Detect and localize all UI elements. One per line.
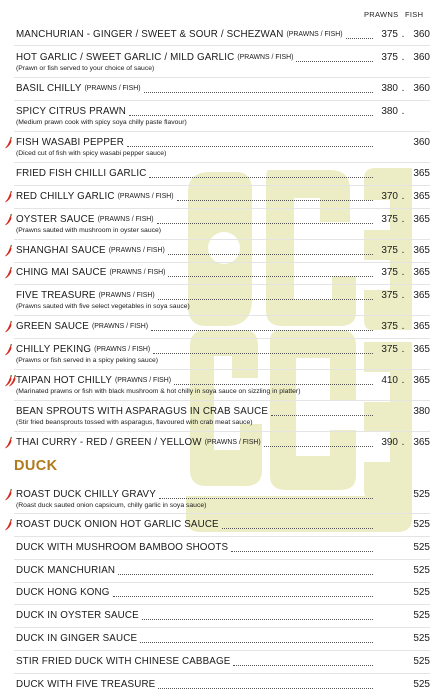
menu-item (16, 137, 430, 158)
item-qualifier: (PRAWNS / FISH) (237, 54, 294, 61)
item-name: SHANGHAI SAUCE (16, 245, 106, 256)
divider (14, 400, 430, 401)
leader-dots (158, 299, 373, 300)
fish-price: 365 (413, 321, 430, 332)
item-name: DUCK MANCHURIAN (16, 565, 116, 576)
fish-price: 365 (413, 245, 430, 256)
item-qualifier: (PRAWNS / FISH) (286, 31, 343, 38)
prawns-price: 375 (381, 267, 398, 278)
leader-dots (222, 528, 373, 529)
item-name: MANCHURIAN - GINGER / SWEET & SOUR / SCHEZWAN (16, 29, 284, 40)
item-name: BASIL CHILLY (16, 83, 82, 94)
menu-item: SPICY CITRUS PRAWN 380 . (Medium prawn cook with spicy soya chilly paste flavour) (16, 106, 430, 127)
item-name: FISH WASABI PEPPER (16, 137, 124, 148)
fish-price: 525 (413, 633, 430, 644)
menu-item: BASIL CHILLY (PRAWNS / FISH) 380 . 360 (16, 83, 430, 94)
divider (14, 604, 430, 605)
fish-price: 365 (413, 168, 430, 179)
leader-dots (159, 498, 373, 499)
divider (14, 559, 430, 560)
leader-dots (127, 146, 373, 147)
menu-item: MANCHURIAN - GINGER / SWEET & SOUR / SCHEZWAN (PRAWNS / FISH) 375 . 360 (16, 29, 430, 40)
item-qualifier: (PRAWNS / FISH) (204, 439, 261, 446)
fish-price: 365 (413, 437, 430, 448)
divider (14, 369, 430, 370)
menu-item (16, 168, 430, 180)
menu-item (16, 519, 430, 531)
fish-price: 525 (413, 656, 430, 667)
fish-price: 380 (413, 406, 430, 417)
item-name: HOT GARLIC / SWEET GARLIC / MILD GARLIC (16, 52, 235, 63)
divider (14, 208, 430, 209)
menu-item (16, 565, 430, 577)
divider (14, 582, 430, 583)
leader-dots (271, 415, 373, 416)
fish-price: 525 (413, 610, 430, 621)
divider (14, 431, 430, 432)
leader-dots (346, 38, 373, 39)
divider (14, 284, 430, 285)
prawns-price: 390 (381, 437, 398, 448)
menu-item (16, 610, 430, 622)
fish-price: 525 (413, 519, 430, 530)
divider (14, 315, 430, 316)
fish-price: 365 (413, 214, 430, 225)
fish-price: 360 (413, 52, 430, 63)
menu-item (16, 542, 430, 554)
item-description: (Prawns sauted with mushroom in oyster sauce) (16, 227, 162, 234)
fish-price: 360 (413, 83, 430, 94)
item-name: GREEN SAUCE (16, 321, 89, 332)
leader-dots (151, 330, 373, 331)
menu-item: SHANGHAI SAUCE (PRAWNS / FISH) 375 . 365 (16, 245, 430, 257)
item-qualifier: (PRAWNS / FISH) (98, 292, 155, 299)
divider (14, 627, 430, 628)
chili-icon (4, 489, 13, 501)
chili-icon (4, 267, 13, 279)
section-heading-duck: DUCK (14, 458, 58, 474)
fish-price: 365 (413, 344, 430, 355)
item-name: FRIED FISH CHILLI GARLIC (16, 168, 147, 179)
item-description: (Roast duck sauted onion capsicum, chilly garlic in soya sauce) (16, 502, 207, 509)
item-name: STIR FRIED DUCK WITH CHINESE CABBAGE (16, 656, 231, 667)
leader-dots (233, 665, 373, 666)
fish-price: 360 (413, 137, 430, 148)
fish-price: 525 (413, 587, 430, 598)
item-name: CHILLY PEKING (16, 344, 92, 355)
fish-price: 360 (413, 29, 430, 40)
menu-item: FIVE TREASURE (PRAWNS / FISH) 375 . 365 (Prawns sauted with five select vegetables in soya sauce) (16, 290, 430, 310)
item-name: FIVE TREASURE (16, 290, 96, 301)
leader-dots (231, 551, 373, 552)
leader-dots (177, 200, 373, 201)
menu-item: CHING MAI SAUCE (PRAWNS / FISH) 375 . 365 (16, 267, 430, 279)
leader-dots (158, 688, 373, 689)
item-name: DUCK WITH FIVE TREASURE (16, 679, 156, 690)
divider (14, 185, 430, 186)
item-qualifier: (PRAWNS / FISH) (91, 323, 148, 330)
chili-icon (4, 137, 13, 149)
prawns-price: 410 (381, 375, 398, 386)
divider (14, 650, 430, 651)
leader-dots (157, 223, 373, 224)
item-qualifier: (PRAWNS / FISH) (115, 377, 172, 384)
leader-dots (296, 61, 373, 62)
divider (14, 673, 430, 674)
item-description: (Prawns sauted with five select vegetables in soya sauce) (16, 303, 190, 310)
menu-item: HOT GARLIC / SWEET GARLIC / MILD GARLIC (PRAWNS / FISH) 375 . 360 (Prawn or fish served to your choice of sauce) (16, 52, 430, 72)
divider (14, 262, 430, 263)
prawns-price: 370 (381, 191, 398, 202)
item-qualifier: (PRAWNS / FISH) (94, 346, 151, 353)
menu-item (16, 679, 430, 691)
prawns-price: 375 (381, 321, 398, 332)
item-name: THAI CURRY - RED / GREEN / YELLOW (16, 437, 202, 448)
prawns-price: 375 (381, 52, 398, 63)
leader-dots (113, 596, 373, 597)
item-name: BEAN SPROUTS WITH ASPARAGUS IN CRAB SAUCE (16, 406, 269, 417)
item-name: CHING MAI SAUCE (16, 267, 107, 278)
item-name: ROAST DUCK CHILLY GRAVY (16, 489, 156, 500)
menu-item (16, 489, 430, 510)
menu-item (16, 587, 430, 599)
item-qualifier: (PRAWNS / FISH) (117, 193, 174, 200)
fish-price: 365 (413, 191, 430, 202)
item-name: SPICY CITRUS PRAWN (16, 106, 126, 117)
prawns-price: 380 (381, 106, 398, 117)
menu-item (16, 633, 430, 645)
divider (14, 100, 430, 101)
divider (14, 45, 430, 46)
fish-price: 365 (413, 290, 430, 301)
prawns-price: 375 (381, 245, 398, 256)
item-description: (Prawns or fish served in a spicy peking sauce) (16, 357, 159, 364)
item-name: DUCK IN OYSTER SAUCE (16, 610, 139, 621)
item-qualifier: (PRAWNS / FISH) (84, 85, 141, 92)
divider (14, 162, 430, 163)
item-name: DUCK WITH MUSHROOM BAMBOO SHOOTS (16, 542, 229, 553)
leader-dots (168, 276, 373, 277)
divider (14, 131, 430, 132)
item-name: DUCK HONG KONG (16, 587, 110, 598)
menu-item (16, 656, 430, 668)
fish-price: 525 (413, 542, 430, 553)
item-description: (Marinated prawns or fish with black mushroom & hot chilly in soya sauce on sizzling in platter) (16, 388, 301, 395)
leader-dots (168, 254, 373, 255)
divider (14, 77, 430, 78)
leader-dots (142, 619, 373, 620)
item-name: DUCK IN GINGER SAUCE (16, 633, 138, 644)
item-name: ROAST DUCK ONION HOT GARLIC SAUCE (16, 519, 219, 530)
divider (14, 338, 430, 339)
leader-dots (153, 353, 373, 354)
chili-icon (4, 321, 13, 333)
chili-icon (4, 437, 13, 449)
item-description: (Stir fried beansprouts tossed with asparagus, flavoured with crab meat sauce) (16, 419, 253, 426)
fish-column-header: FISH (405, 10, 424, 19)
item-qualifier: (PRAWNS / FISH) (108, 247, 165, 254)
item-name: OYSTER SAUCE (16, 214, 95, 225)
item-name: TAIPAN HOT CHILLY (16, 375, 113, 386)
divider (14, 536, 430, 537)
item-name: RED CHILLY GARLIC (16, 191, 115, 202)
menu-item: GREEN SAUCE (PRAWNS / FISH) 375 . 365 (16, 321, 430, 333)
prawns-price: 375 (381, 344, 398, 355)
leader-dots (129, 115, 373, 116)
prawns-price: 380 (381, 83, 398, 94)
fish-price: 365 (413, 267, 430, 278)
prawns-column-header: PRAWNS (364, 10, 399, 19)
leader-dots (140, 642, 373, 643)
leader-dots (144, 92, 373, 93)
fish-price: 525 (413, 489, 430, 500)
menu-item: TAIPAN HOT CHILLY (PRAWNS / FISH) 410 . 365 (Marinated prawns or fish with black mushroom & hot chilly in soya sauce on sizzling in platter) (16, 375, 430, 396)
divider (14, 239, 430, 240)
fish-price: 525 (413, 565, 430, 576)
leader-dots (264, 446, 373, 447)
item-description: (Prawn or fish served to your choice of sauce) (16, 65, 155, 72)
chili-icon (4, 245, 13, 257)
divider (14, 513, 430, 514)
menu-item: OYSTER SAUCE (PRAWNS / FISH) 375 . 365 (Prawns sauted with mushroom in oyster sauce) (16, 214, 430, 235)
prawns-price: 375 (381, 290, 398, 301)
fish-price: 365 (413, 375, 430, 386)
prawns-price: 375 (381, 29, 398, 40)
menu-item: THAI CURRY - RED / GREEN / YELLOW (PRAWNS / FISH) 390 . 365 (16, 437, 430, 449)
leader-dots (149, 177, 373, 178)
fish-price: 525 (413, 679, 430, 690)
item-description: (Diced cut of fish with spicy wasabi pepper sauce) (16, 150, 167, 157)
chili-icon (4, 519, 13, 531)
leader-dots (118, 574, 373, 575)
chili-icon (4, 214, 13, 226)
item-qualifier: (PRAWNS / FISH) (109, 269, 166, 276)
chili-icon (4, 191, 13, 203)
item-qualifier: (PRAWNS / FISH) (97, 216, 154, 223)
leader-dots (174, 384, 373, 385)
chili-icon (4, 344, 13, 356)
menu-item: CHILLY PEKING (PRAWNS / FISH) 375 . 365 (Prawns or fish served in a spicy peking sauce) (16, 344, 430, 365)
prawns-price: 375 (381, 214, 398, 225)
item-description: (Medium prawn cook with spicy soya chilly paste flavour) (16, 119, 187, 126)
menu-item (16, 406, 430, 427)
menu-item: RED CHILLY GARLIC (PRAWNS / FISH) 370 . 365 (16, 191, 430, 203)
